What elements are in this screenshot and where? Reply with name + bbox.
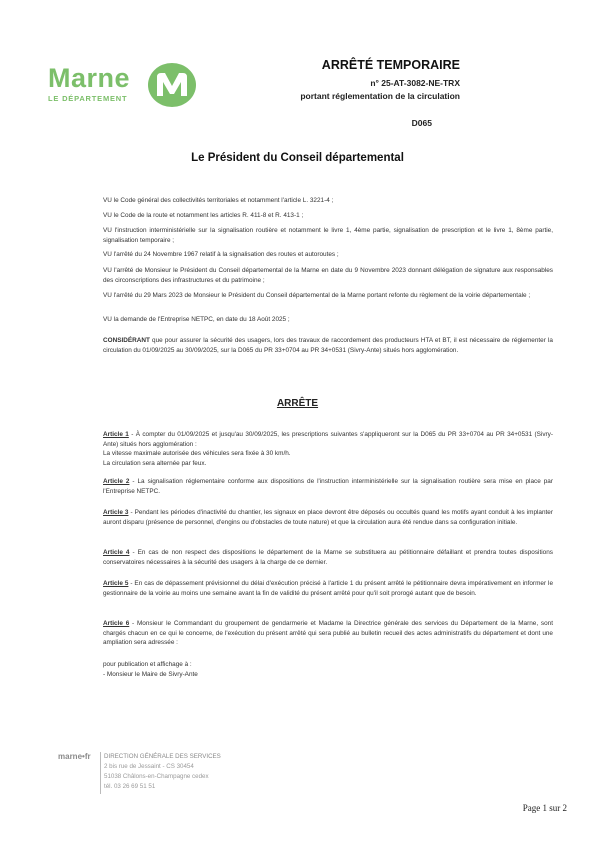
article-text: - En cas de dépassement prévisionnel du délai d'exécution précisé à l'article 1 du présent arrêté le pétitionnaire devra impérativement en informer le gestionnaire de la voirie au moins une semaine avant la fin de validité du présent arrêté pour qu'il soit prorogé autant que de besoin. <box>103 580 553 597</box>
article-detail: La vitesse maximale autorisée des véhicules sera fixée à 30 km/h. <box>103 450 291 457</box>
considerant-label: CONSIDÉRANT <box>103 337 150 344</box>
vu-paragraph: VU l'arrêté de Monsieur le Président du Conseil départemental de la Marne en date du 9 Novembre 2023 donnant délégation de signature aux responsables des circonscriptions des infrastructures et du patrimoine ; <box>103 267 553 284</box>
ampliation-line: pour publication et affichage à : <box>103 661 192 668</box>
article-1 <box>103 430 553 468</box>
vu-paragraph: VU l'arrêté du 24 Novembre 1967 relatif à la signalisation des routes et autoroutes ; <box>103 251 339 258</box>
president-heading: Le Président du Conseil départemental <box>191 152 404 164</box>
footer-line: 2 bis rue de Jessaint - CS 30454 <box>104 763 194 770</box>
decree-subtitle: portant réglementation de la circulation <box>300 91 460 101</box>
article-label: Article 4 <box>103 549 130 556</box>
marne-logo <box>46 62 206 112</box>
article-label: Article 1 <box>103 431 129 438</box>
vu-paragraph: VU l'instruction interministérielle sur la signalisation routière et notamment le livre 1, 4ème partie, signalisation de prescription et le livre 1, 8ème partie, signalisation temporaire ; <box>103 227 553 244</box>
arrete-heading: ARRÊTE <box>276 398 319 409</box>
decree-number: n° 25-AT-3082-NE-TRX <box>370 78 460 88</box>
vu-paragraph: VU l'arrêté du 29 Mars 2023 de Monsieur le Président du Conseil départemental de la Marne portant refonte du règlement de la voirie départementale ; <box>103 292 531 299</box>
decree-title: ARRÊTÉ TEMPORAIRE <box>321 58 460 72</box>
article-label: Article 2 <box>103 478 130 485</box>
article-2 <box>103 477 553 496</box>
article-text: - La signalisation réglementaire conforme aux dispositions de l'instruction interministérielle sur la signalisation routière sera mise en place par l'Entreprise NETPC. <box>103 478 553 495</box>
article-text: - En cas de non respect des dispositions le département de la Marne se substituera au pétitionnaire défaillant et prendra toutes dispositions conservatoires nécessaires à la sécurité des usagers à la charge de ce dernier. <box>103 549 553 566</box>
footer-line: 51038 Châlons-en-Champagne cedex <box>104 773 209 780</box>
logo-wordmark: Marne <box>48 63 131 93</box>
article-6 <box>103 619 553 648</box>
article-label: Article 3 <box>103 509 129 516</box>
footer-line: tél. 03 26 69 51 51 <box>104 783 156 790</box>
ampliation-list <box>103 660 553 679</box>
article-detail: La circulation sera alternée par feux. <box>103 459 207 467</box>
footer-line: DIRECTION GÉNÉRALE DES SERVICES <box>104 753 221 760</box>
considerant-text: que pour assurer la sécurité des usagers, lors des travaux de raccordement des producteurs HTA et BT, il est nécessaire de réglementer la circulation du 01/09/2025 au 30/09/2025, sur la D065 du PR 33+0704 au PR 34+0531 (Sivry-Ante) situés hors agglomération. <box>103 337 553 354</box>
vu-paragraph: VU le Code général des collectivités territoriales et notamment l'article L. 3221-4 ; <box>103 197 334 204</box>
article-label: Article 6 <box>103 620 130 627</box>
footer-logo: marne•fr <box>58 752 91 761</box>
article-text: - Pendant les périodes d'inactivité du chantier, les signaux en place devront être déposés ou occultés quand les motifs ayant conduit à les implanter auront disparu (présence de personnel, d'engins ou d'obstacles de toute nature) et que la circulation aura été rendue dans sa configuration initiale. <box>103 509 553 526</box>
road-reference: D065 <box>411 118 432 128</box>
article-text: - Monsieur le Commandant du groupement de gendarmerie et Madame la Directrice générale des services du Département de la Marne, sont chargés chacun en ce qui le concerne, de l'exécution du présent arrêté qui sera publié au bulletin recueil des actes administratifs du département et dont une ampliation sera adressée : <box>103 620 553 646</box>
ampliation-line: - Monsieur le Maire de Sivry-Ante <box>103 670 198 678</box>
article-3 <box>103 508 553 527</box>
vu-paragraph: VU le Code de la route et notamment les articles R. 411-8 et R. 413-1 ; <box>103 212 304 219</box>
logo-subtitle: LE DÉPARTEMENT <box>48 94 128 103</box>
page-number: Page 1 sur 2 <box>522 803 567 813</box>
footer-divider <box>100 752 101 794</box>
vu-paragraph: VU la demande de l'Entreprise NETPC, en date du 18 Août 2025 ; <box>103 316 290 323</box>
article-5 <box>103 579 553 598</box>
considerant-paragraph <box>103 336 553 355</box>
article-4 <box>103 548 553 567</box>
article-label: Article 5 <box>103 580 129 587</box>
article-text: - À compter du 01/09/2025 et jusqu'au 30/09/2025, les prescriptions suivantes s'appliqueront sur la D065 du PR 33+0704 au PR 34+0531 (Sivry-Ante) situés hors agglomération : <box>103 431 553 448</box>
footer-address <box>104 752 221 792</box>
logo-emblem-icon <box>146 62 198 108</box>
